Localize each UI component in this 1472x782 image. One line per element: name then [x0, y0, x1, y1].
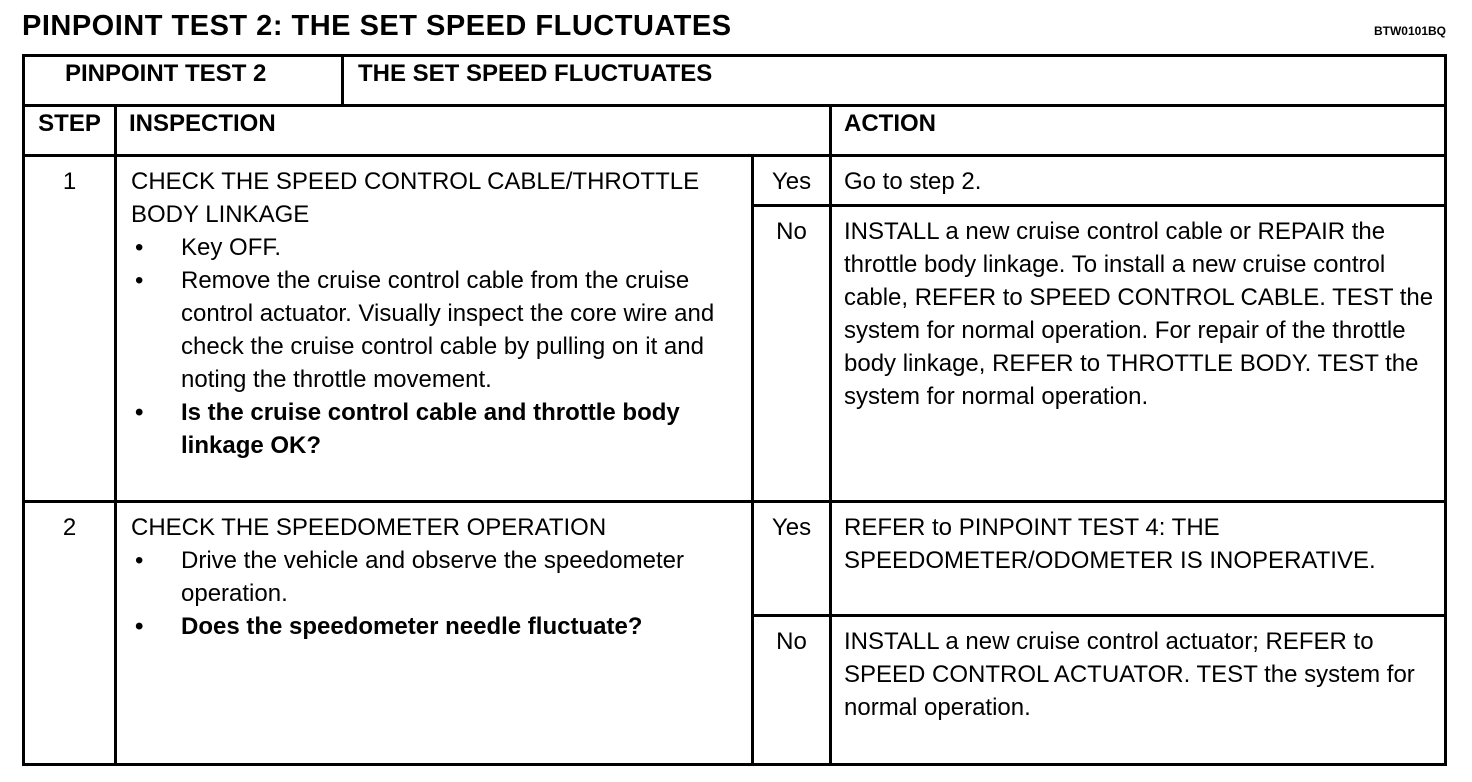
- no-action: INSTALL a new cruise control actuator; REFER to SPEED CONTROL ACTUATOR. TEST the system for normal operation.: [831, 616, 1446, 765]
- step-number: 1: [24, 156, 116, 502]
- no-label: No: [753, 206, 831, 502]
- figure-code: BTW0101BQ: [1373, 24, 1446, 38]
- test-title: THE SET SPEED FLUCTUATES: [343, 56, 1446, 106]
- yes-label: Yes: [753, 502, 831, 616]
- inspection-column-header: INSPECTION: [116, 106, 831, 156]
- yes-action: REFER to PINPOINT TEST 4: THE SPEEDOMETER/ODOMETER IS INOPERATIVE.: [831, 502, 1446, 616]
- action-column-header: ACTION: [831, 106, 1446, 156]
- inspection-heading: CHECK THE SPEEDOMETER OPERATION: [131, 514, 607, 541]
- test-title-row: [24, 56, 1446, 106]
- bullet-item: • Key OFF.: [131, 231, 741, 264]
- no-label: No: [753, 616, 831, 765]
- bullet-item: • Drive the vehicle and observe the speedometer operation.: [131, 544, 741, 610]
- table-row: [24, 502, 1446, 616]
- bullet-item: • Remove the cruise control cable from the cruise control actuator. Visually inspect the core wire and check the cruise control cable by pulling on it and noting the throttle movement.: [131, 264, 741, 396]
- yes-action: Go to step 2.: [831, 156, 1446, 206]
- pinpoint-test-table: [22, 54, 1447, 766]
- test-label: PINPOINT TEST 2: [24, 56, 343, 106]
- yes-label: Yes: [753, 156, 831, 206]
- inspection-question: • Does the speedometer needle fluctuate?: [131, 610, 741, 643]
- step-column-header: STEP: [24, 106, 116, 156]
- inspection-cell: [116, 502, 753, 765]
- inspection-cell: [116, 156, 753, 502]
- table-row: [24, 156, 1446, 206]
- inspection-bullets: [131, 544, 741, 643]
- inspection-bullets: [131, 231, 741, 462]
- step-number: 2: [24, 502, 116, 765]
- no-action: INSTALL a new cruise control cable or REPAIR the throttle body linkage. To install a new cruise control cable, REFER to SPEED CONTROL CABLE. TEST the system for normal operation. For repair of the throttle body linkage, REFER to THROTTLE BODY. TEST the system for normal operation.: [831, 206, 1446, 502]
- inspection-question: • Is the cruise control cable and throttle body linkage OK?: [131, 396, 741, 462]
- page-title: PINPOINT TEST 2: THE SET SPEED FLUCTUATES: [22, 10, 732, 42]
- inspection-heading: CHECK THE SPEED CONTROL CABLE/THROTTLE BODY LINKAGE: [131, 168, 700, 228]
- column-header-row: [24, 106, 1446, 156]
